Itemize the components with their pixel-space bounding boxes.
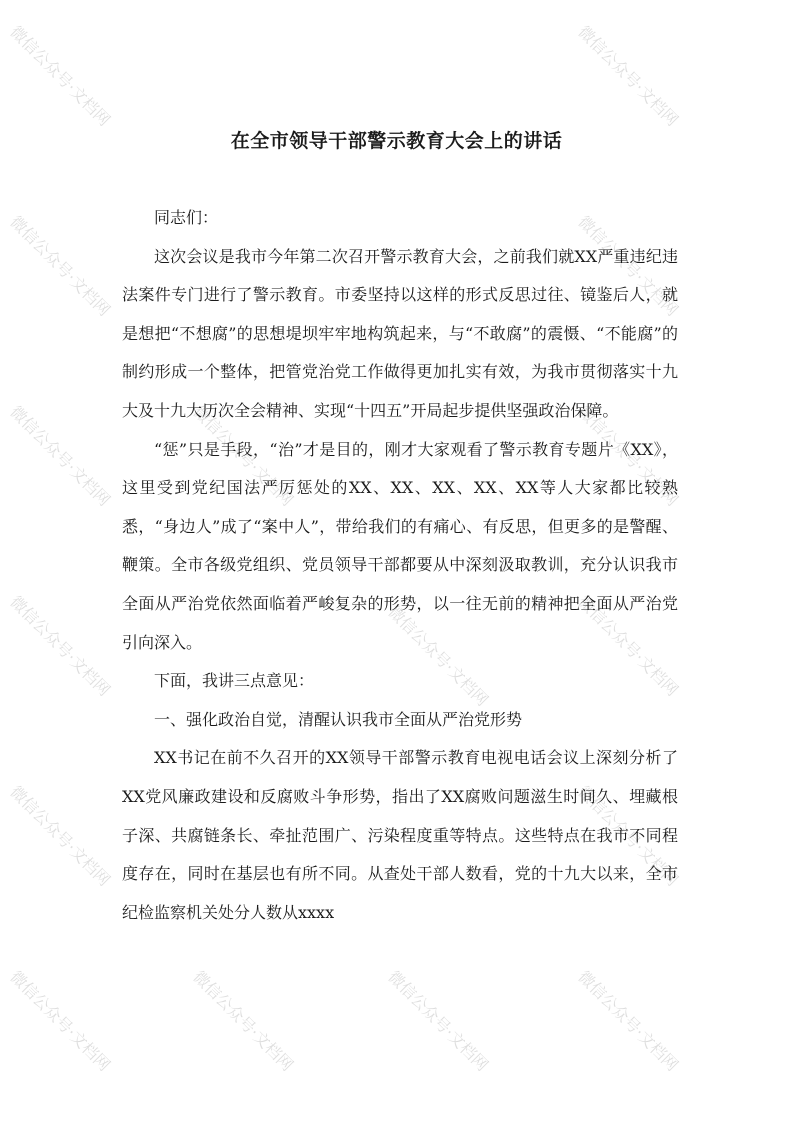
watermark-text: 微信公众号·文档网: [574, 967, 682, 1075]
watermark-text: 微信公众号·文档网: [189, 402, 297, 510]
watermark-text: 微信公众号·文档网: [6, 212, 114, 320]
watermark-text: 微信公众号·文档网: [6, 967, 114, 1075]
watermark-text: 微信公众号·文档网: [574, 592, 682, 700]
watermark-text: 微信公众号·文档网: [574, 22, 682, 130]
body-paragraph: 这次会议是我市今年第二次召开警示教育大会，之前我们就XX严重违纪违法案件专门进行了警示教育。市委坚持以这样的形式反思过往、镜鉴后人，就是想把“不想腐”的思想堤坝牢牢地构筑起来，与“不敢腐”的震慑、“不能腐”的制约形成一个整体，把管党治党工作做得更加扎实有效，为我市贯彻落实十九大及十九大历次全会精神、实现“十四五”开局起步提供坚强政治保障。: [122, 246, 678, 420]
watermark-text: 微信公众号·文档网: [574, 782, 682, 890]
body-paragraph: “惩”只是手段，“治”才是目的，刚才大家观看了警示教育专题片《XX》，这里受到党纪国法严厉惩处的XX、XX、XX、XX、XX等人大家都比较熟悉，“身边人”成了“案中人”，带给我们的有痛心、有反思，但更多的是警醒、鞭策。全市各级党组织、党员领导干部都要从中深刻汲取教训，充分认识我市全面从严治党依然面临着严峻复杂的形势，以一往无前的精神把全面从严治党引向深入。: [122, 439, 678, 652]
document-body: [122, 199, 678, 932]
document-title: 在全市领导干部警示教育大会上的讲话: [230, 130, 563, 152]
watermark-text: 微信公众号·文档网: [189, 967, 297, 1075]
watermark-text: 微信公众号·文档网: [6, 22, 114, 130]
watermark-text: 微信公众号·文档网: [6, 402, 114, 510]
body-paragraph: XX书记在前不久召开的XX领导干部警示教育电视电话会议上深刻分析了XX党风廉政建设和反腐败斗争形势，指出了XX腐败问题滋生时间久、埋藏根子深、共腐链条长、牵扯范围广、污染程度重等特点。这些特点在我市不同程度存在，同时在基层也有所不同。从查处干部人数看，党的十九大以来，全市纪检监察机关处分人数从xxxx: [122, 748, 678, 922]
watermark-text: 微信公众号·文档网: [574, 212, 682, 320]
salutation-paragraph: 同志们：: [154, 208, 219, 227]
watermark-text: 微信公众号·文档网: [384, 602, 492, 710]
watermark-text: 微信公众号·文档网: [384, 967, 492, 1075]
watermark-text: 微信公众号·文档网: [574, 402, 682, 510]
section-heading: 一、强化政治自觉，清醒认识我市全面从严治党形势: [154, 709, 523, 729]
body-paragraph: 下面，我讲三点意见：: [154, 671, 315, 691]
watermark-text: 微信公众号·文档网: [6, 592, 114, 700]
watermark-text: 微信公众号·文档网: [6, 782, 114, 890]
